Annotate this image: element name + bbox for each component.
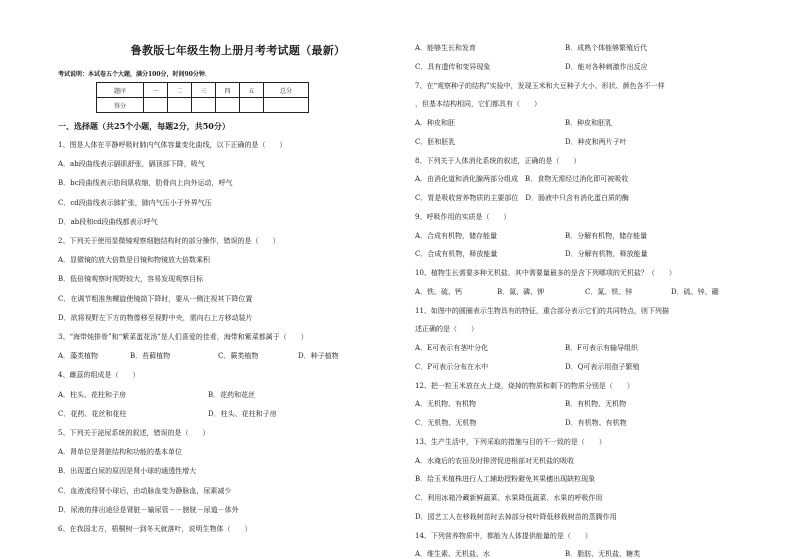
question-line: ，但基本结构相同，它们都具有（ ） — [415, 100, 541, 109]
answer-option[interactable]: C．氮、铁、锌 — [585, 287, 633, 296]
answer-option[interactable]: B．成熟个体能够繁殖后代 — [565, 44, 648, 52]
answer-option[interactable]: A．柱头、花柱和子房 — [58, 390, 127, 399]
answer-option[interactable]: A．无机物、有机物 — [415, 400, 477, 409]
question-line: C．cd段曲线表示肺扩张，肺内气压小于外界气压 — [58, 198, 212, 207]
answer-option[interactable]: B．花药和花丝 — [208, 390, 256, 399]
answer-option[interactable]: A．E可表示有茎叶分化 — [415, 344, 489, 352]
answer-option[interactable]: D．Q可表示用孢子繁殖 — [565, 362, 640, 371]
score-table-score-row — [97, 98, 309, 113]
question-line: 6、在我国北方，梧桐树一到冬天就落叶，说明生物体（ ） — [58, 525, 252, 533]
question-line: B．bc段曲线表示肋间肌收缩，肋骨向上向外运动，呼气 — [58, 179, 233, 188]
answer-option[interactable]: C．胚和胚乳 — [415, 137, 456, 146]
score-input-cell[interactable] — [144, 98, 168, 113]
answer-option[interactable]: B．F可表示有输导组织 — [565, 344, 639, 352]
score-cell: 三 — [192, 83, 216, 98]
answer-option[interactable]: A．合成有机物，储存能量 — [415, 231, 498, 240]
question-line: D．尿液的排出途径是肾脏－输尿管－－膀胱－尿道－体外 — [58, 505, 239, 514]
question-line: 2、下列关于使用显微镜观察细胞结构时的部分操作，错误的是（ ） — [58, 237, 280, 245]
answer-option[interactable]: C．花药、花丝和花柱 — [58, 409, 127, 418]
score-input-cell[interactable] — [216, 98, 240, 113]
question-line: B．低倍镜观察时视野较大，容易发现观察目标 — [58, 275, 204, 284]
answer-option[interactable]: A．能够生长和发育 — [415, 44, 477, 52]
score-cell: 一 — [144, 83, 168, 98]
score-input-cell[interactable] — [168, 98, 192, 113]
question-line: C．利用冰箱冷藏新鲜蔬菜、水果降低蔬菜、水果的呼吸作用 — [415, 494, 603, 502]
answer-option[interactable]: B．苔藓植物 — [130, 352, 171, 361]
question-line: 10、植物生长需要多种无机盐，其中需要量最多的是含下列哪项的无机盐？（ ） — [415, 269, 676, 277]
answer-option[interactable]: D．分解有机物，释放能量 — [565, 250, 648, 259]
answer-option[interactable]: D．硫、锌、硼 — [671, 287, 719, 296]
question-line: A．水淹后的农田及时排涝促进根部对无机盐的吸收 — [415, 456, 575, 465]
question-line: D．欲将视野左下方的物像移至视野中央，需向右上方移动装片 — [58, 313, 253, 322]
answer-option[interactable]: B．分解有机物，储存能量 — [565, 231, 648, 240]
answer-option[interactable]: D．能对各种刺激作出反应 — [565, 62, 648, 71]
left-column — [58, 0, 394, 550]
answer-option[interactable]: D．种子植物 — [298, 352, 339, 361]
question-line: 1、图是人体在平静呼吸时肺内气体容量变化曲线，以下正确的是（ ） — [58, 141, 287, 149]
score-input-cell[interactable] — [240, 98, 264, 113]
page-title: 鲁教版七年级生物上册月考考试题（最新） — [130, 44, 346, 57]
answer-option[interactable]: B．氮、磷、钾 — [497, 287, 545, 296]
question-line: C．在调节粗准焦螺旋使镜筒下降时，要从一侧注视其下降位置 — [58, 294, 253, 303]
question-line: 3、“海带炖排骨”和“紫菜蛋花汤”是人们喜爱的佳肴，海带和紫菜都属于（ ） — [58, 333, 308, 341]
question-line: 5、下列关于泌尿系统的叙述，错误的是（ ） — [58, 429, 210, 437]
question-line: A．肾单位是肾脏结构和功能的基本单位 — [58, 448, 183, 457]
answer-option[interactable]: B．有机物、无机物 — [565, 400, 627, 409]
question-line: 14、下列营养物质中，都能为人体提供能量的是（ ） — [415, 531, 592, 540]
score-table-header-row — [97, 83, 309, 98]
answer-option[interactable]: A．铁、硫、钙 — [415, 287, 463, 296]
question-line: 13、生产生活中，下列采取的措施与目的不一致的是（ ） — [415, 437, 606, 446]
right-column — [415, 0, 775, 559]
question-line: 9、呼吸作用的实质是（ ） — [415, 212, 511, 221]
question-line: A．显微镜的放大倍数是目镜和物镜放大倍数乘积 — [58, 256, 211, 265]
answer-option[interactable]: B．脂肪、无机盐、糖类 — [565, 550, 641, 559]
answer-option[interactable]: A．藻类植物 — [58, 352, 99, 361]
question-line: C．血液流经肾小球后，由动脉血变为静脉血，尿素减少 — [58, 486, 232, 495]
answer-option[interactable]: C．无机物、无机物 — [415, 419, 477, 427]
answer-option[interactable]: D．有机物、有机物 — [565, 419, 627, 427]
question-line: A．ab段曲线表示膈肌舒张，膈顶部下降，吸气 — [58, 160, 205, 169]
question-line: 述正确的是（ ） — [415, 325, 478, 334]
question-line: D．园艺工人在移栽树苗时去掉部分枝叶降低移栽树苗的蒸腾作用 — [415, 512, 617, 521]
question-line: 11、如图中的圆圈表示生物具有的特征，重合部分表示它们的共同特点，则下列描 — [415, 306, 669, 315]
answer-option[interactable]: B．种皮和胚乳 — [565, 119, 613, 127]
score-cell: 题序 — [97, 83, 144, 98]
answer-option[interactable]: C．P可表示分布在水中 — [415, 362, 489, 371]
section-heading: 一、选择题（共25个小题，每题2分，共50分） — [58, 121, 230, 131]
question-line: D．ab段和cd段曲线都表示呼气 — [58, 217, 158, 226]
answer-option[interactable]: A．种皮和胚 — [415, 119, 456, 127]
question-line: 12、把一粒玉米放在火上烧，烧掉的物质和剩下的物质分别是（ ） — [415, 381, 634, 390]
answer-option[interactable]: C．具有遗传和变异现象 — [415, 62, 491, 71]
question-line: C．胃是吸收营养物质的主要部位 D．肠液中只含有消化蛋白质的酶 — [415, 194, 629, 202]
score-cell: 五 — [240, 83, 264, 98]
score-input-cell[interactable] — [192, 98, 216, 113]
score-input-cell[interactable] — [264, 98, 309, 113]
answer-option[interactable]: C．合成有机物，释放能量 — [415, 250, 498, 259]
answer-option[interactable]: A．维生素、无机盐、水 — [415, 550, 491, 559]
answer-option[interactable]: C．蕨类植物 — [218, 352, 259, 361]
score-cell: 得分 — [97, 98, 144, 113]
question-line: A．由消化道和消化腺两部分组成 B．食物无需经过消化即可被吸收 — [415, 175, 629, 184]
question-line: B．出现蛋白尿的原因是肾小球的通透性增大 — [58, 467, 197, 476]
score-cell: 总分 — [264, 83, 309, 98]
score-cell: 四 — [216, 83, 240, 98]
question-line: 8、下列关于人体消化系统的叙述，正确的是（ ） — [415, 156, 581, 165]
answer-option[interactable]: D．柱头、花柱和子房 — [208, 409, 277, 418]
answer-option[interactable]: D．种皮和两片子叶 — [565, 137, 627, 146]
question-line: 7、在“观察种子的结构”实验中，发现玉米和大豆种子大小、形状、颜色各不一样 — [415, 81, 665, 90]
question-line: 4、雌蕊的组成是（ ） — [58, 371, 140, 380]
exam-notice: 考试说明：本试卷五个大题，满分100分，时间90分钟． — [58, 71, 211, 78]
score-table — [96, 82, 309, 113]
question-line: B．给玉米植株进行人工辅助授粉避免其果穗出现缺粒现象 — [415, 475, 596, 484]
score-cell: 二 — [168, 83, 192, 98]
